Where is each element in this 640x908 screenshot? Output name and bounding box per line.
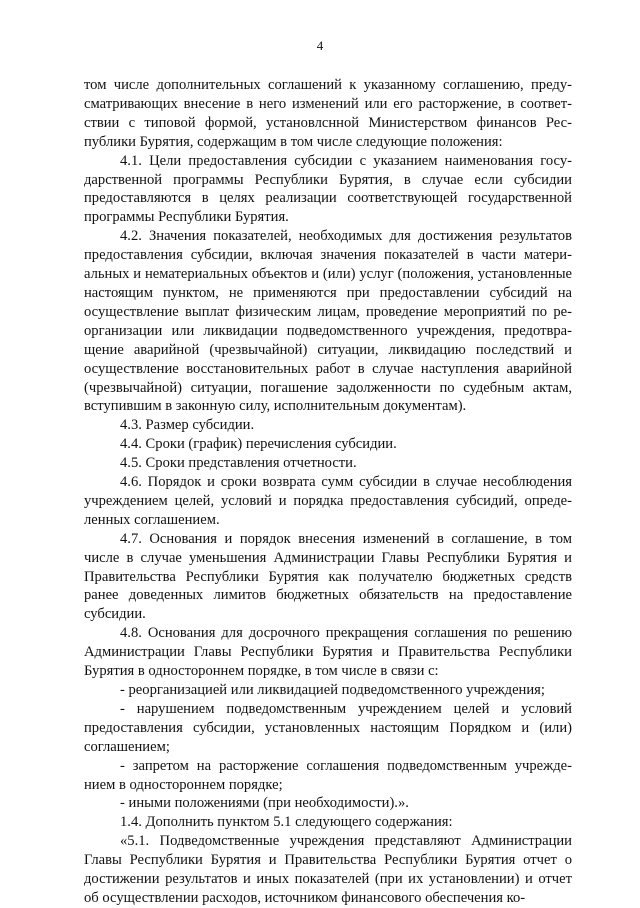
document-body (84, 76, 572, 908)
paragraph-4-4: 4.4. Сроки (график) перечисления субсидии. (120, 436, 397, 453)
paragraph-4-2: 4.2. Значения показателей, необходимых для достижения результатов предоставления субсидии, включая значения показателей в части материальных и нематериальных объектов и (или) услуг (положения, установленные настоящим пунктом, не применяются при предоставлении субсидий на осуществление выплат физическим лицам, проведение мероприятий по реорганизации или ликвидации подведомственного учреждения, предотвращение аварийной (чрезвычайной) ситуации, ликвидацию последствий и осуществление восстановительных работ в случае наступления аварийной (чрезвычайной) ситуации, погашение задолженности по судебным актам, вступившим в законную силу, исполнительным документам). (84, 228, 572, 415)
list-item-reorganization: - реорганизацией или ликвидацией подведомственного учреждения; (120, 682, 545, 698)
page-number: 4 (316, 38, 324, 53)
paragraph-1-4: 1.4. Дополнить пунктом 5.1 следующего содержания: (120, 814, 453, 831)
list-item-other: - иными положениями (при необходимости).». (120, 795, 409, 812)
paragraph-4-6: 4.6. Порядок и сроки возврата сумм субсидии в случае несоблюдения учреждением целей, условий и порядка предоставления субсидий, определенных соглашением. (84, 474, 572, 528)
paragraph-5-1: «5.1. Подведомственные учреждения представляют Администрации Главы Республики Бурятия и Правительства Республики Бурятия отчет о достижении результатов и иных показателей (при их установлении) и отчет об осуществлении расходов, источником финансового обеспечения ко- (84, 833, 572, 906)
paragraph-4-3: 4.3. Размер субсидии. (120, 417, 255, 434)
paragraph-4-1: 4.1. Цели предоставления субсидии с указанием наименования государственной программы Республики Бурятия, в случае если субсидии предоставляются в целях реализации соответствующей государственной программы Республики Бурятия. (84, 152, 572, 226)
paragraph-4-5: 4.5. Сроки представления отчетности. (120, 455, 357, 472)
list-item-violation: - нарушением подведомственным учреждением целей и условий предоставления субсидии, установленных настоящим Порядком и (или) соглашением; (84, 700, 572, 755)
list-item-prohibition: - запретом на расторжение соглашения подведомственным учреждением в одностороннем порядке; (84, 757, 572, 793)
paragraph-intro-continuation: том числе дополнительных соглашений к указанному соглашению, предусматривающих внесение в него изменений или его расторжение, в соответствии с типовой формой, установлснной Министерством финансов Республики Бурятия, содержащим в том числе следующие положения: (84, 77, 572, 150)
paragraph-4-8: 4.8. Основания для досрочного прекращения соглашения по решению Администрации Главы Республики Бурятия и Правительства Республики Бурятия в одностороннем порядке, в том числе в связи с: (84, 625, 572, 680)
paragraph-4-7: 4.7. Основания и порядок внесения изменений в соглашение, в том числе в случае уменьшения Администрации Главы Республики Бурятия и Правительства Республики Бурятия как получателю бюджетных средств ранее доведенных лимитов бюджетных обязательств на предоставление субсидии. (84, 530, 572, 623)
